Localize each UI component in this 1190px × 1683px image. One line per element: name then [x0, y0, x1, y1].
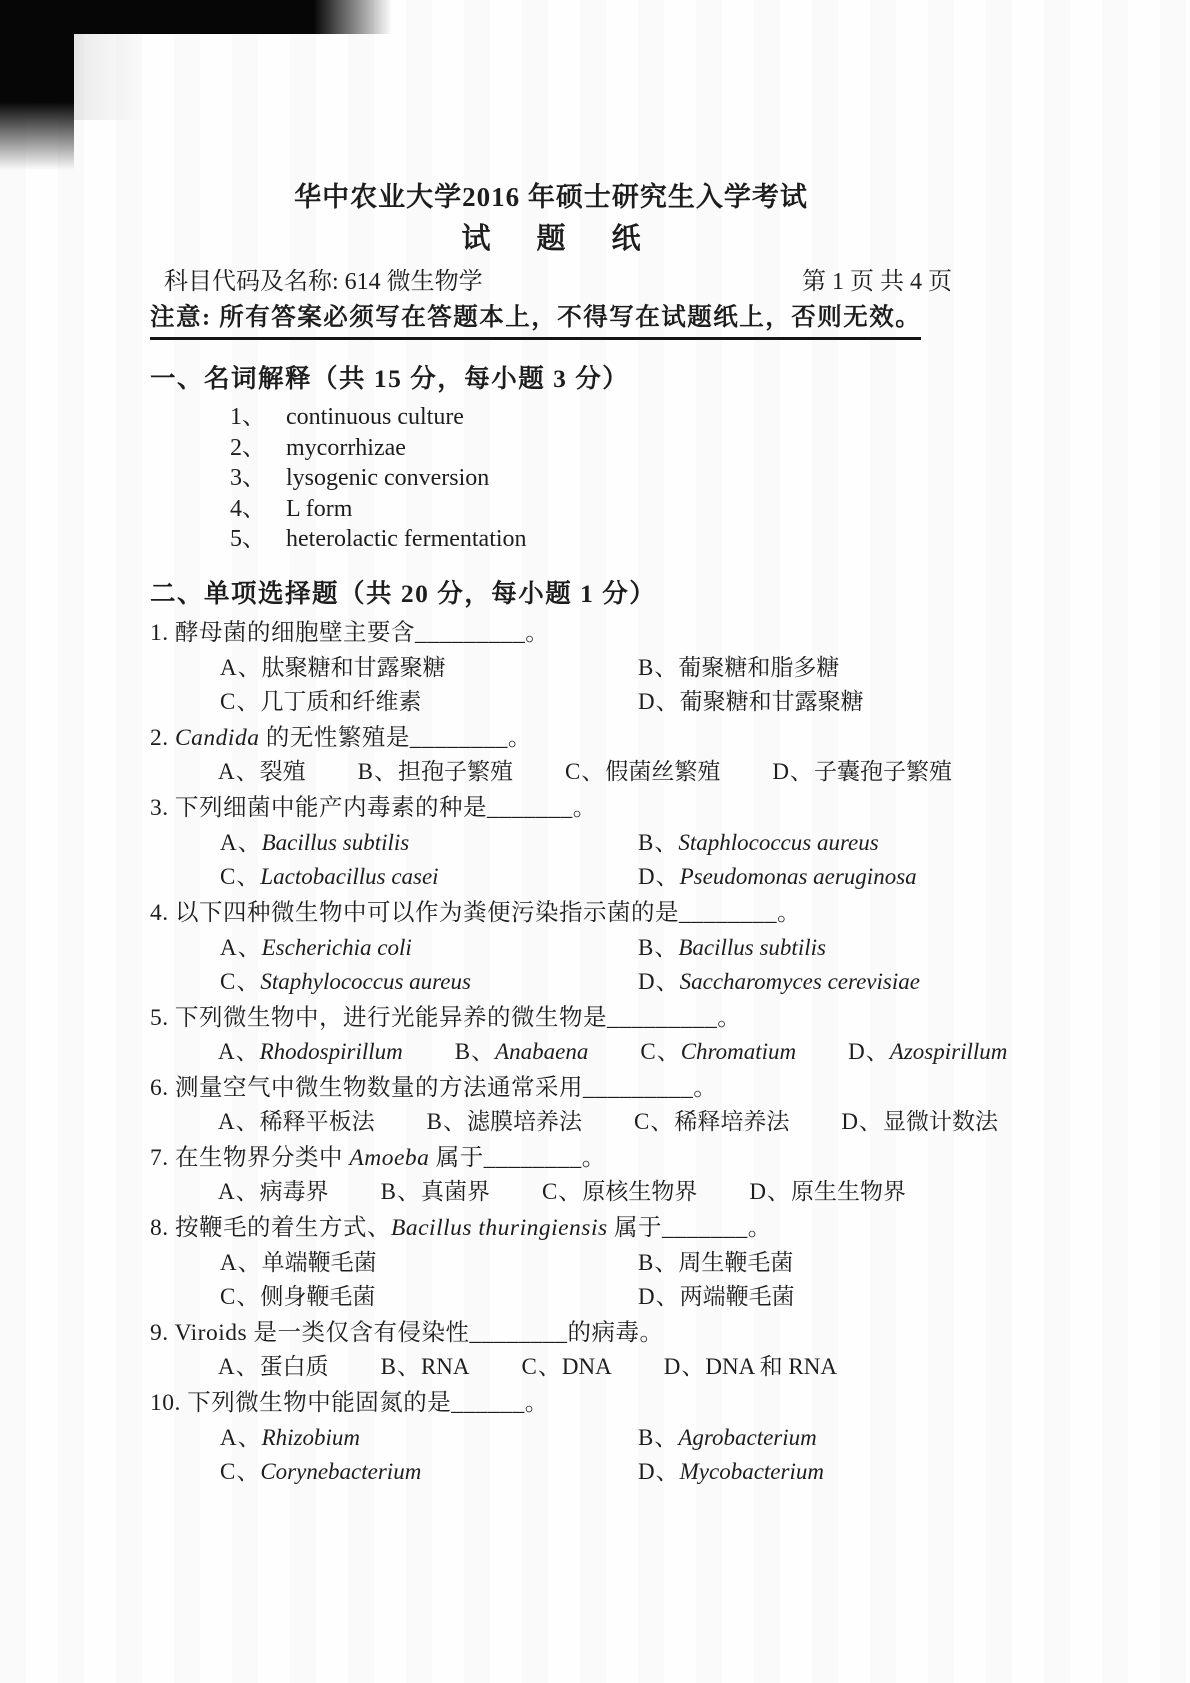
option-label: C、: [220, 1458, 261, 1484]
option-item: [218, 1352, 329, 1381]
question-stem: [150, 618, 952, 648]
option-item: [638, 933, 952, 962]
option-item: [638, 1423, 952, 1452]
stem-text: 9. Viroids 是一类仅含有侵染性________的病毒。: [150, 1319, 664, 1346]
option-label: D、: [663, 1353, 706, 1379]
section1-term-list: [150, 402, 952, 555]
species-name: Bacillus thuringiensis: [391, 1214, 608, 1241]
option-label: D、: [772, 758, 814, 784]
term-item: [230, 494, 952, 525]
option-item: [381, 1177, 490, 1206]
notice-line: 注意: 所有答案必须写在答题本上，不得写在试题纸上，否则无效。: [150, 303, 921, 340]
option-item: [638, 1457, 952, 1486]
question: [150, 793, 952, 891]
stem-text: 5. 下列微生物中，进行光能异养的微生物是_________。: [150, 1004, 742, 1031]
section1-heading: 一、名词解释（共 15 分，每小题 3 分）: [150, 364, 630, 393]
option-label: C、: [220, 1283, 261, 1309]
option-label: C、: [220, 688, 261, 714]
option-text: Anabaena: [495, 1038, 589, 1064]
option-item: [220, 1282, 638, 1311]
question-stem: [150, 1143, 952, 1173]
option-label: B、: [380, 1178, 421, 1204]
option-item: [381, 1352, 470, 1381]
option-item: [522, 1352, 612, 1381]
option-label: D、: [638, 1458, 680, 1484]
option-label: A、: [220, 829, 262, 855]
option-text: 子囊孢子繁殖: [813, 758, 952, 784]
option-group: [150, 1037, 1008, 1066]
question-stem: [150, 1318, 952, 1348]
option-item: [220, 828, 638, 857]
option-text: 蛋白质: [259, 1353, 329, 1379]
term-item: [230, 433, 952, 464]
meta-row: [150, 266, 952, 298]
option-text: 肽聚糖和甘露聚糖: [261, 654, 446, 680]
question: [150, 1388, 952, 1486]
question: [150, 1003, 1008, 1066]
question-stem: [150, 1388, 952, 1418]
option-label: D、: [638, 863, 680, 889]
option-item: [218, 757, 306, 786]
term-text: heterolactic fermentation: [286, 526, 527, 552]
option-item: [772, 757, 952, 786]
option-item: [542, 1177, 697, 1206]
question: [150, 1073, 998, 1136]
option-item: [220, 933, 638, 962]
option-item: [455, 1037, 589, 1066]
option-text: Rhizobium: [261, 1424, 361, 1450]
question: [150, 1318, 952, 1381]
term-number: 4、: [230, 495, 266, 522]
option-label: D、: [638, 688, 680, 714]
section2-question-list: [150, 618, 1008, 1486]
option-label: B、: [357, 758, 398, 784]
stem-text: 10. 下列微生物中能固氮的是______。: [150, 1389, 549, 1416]
term-text: lysogenic conversion: [286, 465, 490, 491]
option-text: 显微计数法: [882, 1108, 998, 1134]
option-text: Pseudomonas aeruginosa: [679, 863, 917, 889]
option-text: 真菌界: [420, 1178, 490, 1204]
option-item: [638, 828, 952, 857]
option-group: [150, 1352, 952, 1381]
stem-text: 3. 下列细菌中能产内毒素的种是_______。: [150, 794, 597, 821]
option-text: 侧身鞭毛菌: [260, 1283, 376, 1309]
option-label: B、: [638, 934, 679, 960]
stem-text: 8. 按鞭毛的着生方式、: [150, 1214, 391, 1241]
option-text: Staphylococcus aureus: [260, 968, 471, 994]
option-label: A、: [218, 1353, 260, 1379]
stem-text: 属于_______。: [607, 1214, 772, 1241]
stem-text: 7. 在生物界分类中: [150, 1144, 350, 1171]
option-group: [150, 653, 952, 716]
option-text: 原生生物界: [790, 1178, 906, 1204]
question-stem: [150, 1213, 952, 1243]
option-text: Mycobacterium: [679, 1458, 824, 1484]
option-label: C、: [220, 968, 261, 994]
option-label: A、: [218, 1178, 260, 1204]
option-text: 原核生物界: [582, 1178, 698, 1204]
option-label: A、: [220, 1249, 262, 1275]
option-text: 裂殖: [259, 758, 306, 784]
option-text: RNA: [420, 1353, 470, 1379]
option-label: B、: [638, 1249, 679, 1275]
option-label: A、: [218, 758, 260, 784]
option-label: A、: [220, 1424, 262, 1450]
paper-title: 试题纸: [461, 223, 687, 255]
term-text: continuous culture: [286, 404, 464, 430]
option-item: [749, 1177, 906, 1206]
option-text: 滤膜培养法: [466, 1108, 582, 1134]
option-text: Staphlococcus aureus: [678, 829, 879, 855]
species-name: Candida: [175, 724, 260, 751]
species-name: Amoeba: [349, 1144, 430, 1171]
option-label: D、: [638, 968, 680, 994]
section2-heading: 二、单项选择题（共 20 分，每小题 1 分）: [150, 578, 657, 608]
option-label: B、: [454, 1038, 496, 1064]
option-label: D、: [749, 1178, 791, 1204]
option-label: A、: [220, 934, 262, 960]
option-label: B、: [426, 1108, 467, 1134]
term-item: [230, 463, 952, 494]
option-group: [150, 933, 952, 996]
option-text: 两端鞭毛菌: [679, 1283, 795, 1309]
option-text: Bacillus subtilis: [261, 829, 410, 855]
option-text: 假菌丝繁殖: [605, 758, 721, 784]
option-text: 稀释平板法: [259, 1108, 375, 1134]
question: [150, 618, 952, 716]
scan-artifact-left: [0, 0, 74, 170]
option-item: [640, 1037, 796, 1066]
option-group: [150, 1423, 952, 1486]
option-item: [638, 687, 952, 716]
option-text: Azospirillum: [889, 1038, 1008, 1064]
option-text: 葡聚糖和甘露聚糖: [679, 688, 864, 714]
option-label: C、: [521, 1353, 562, 1379]
term-item: [230, 402, 952, 433]
option-label: B、: [638, 829, 679, 855]
option-group: [150, 1107, 998, 1136]
option-label: A、: [218, 1108, 260, 1134]
option-text: 单端鞭毛菌: [261, 1249, 377, 1275]
option-group: [150, 828, 952, 891]
option-text: DNA: [561, 1353, 612, 1379]
option-item: [220, 653, 638, 682]
option-text: Rhodospirillum: [259, 1038, 403, 1064]
option-item: [565, 757, 720, 786]
option-item: [638, 862, 952, 891]
option-group: [150, 1248, 952, 1311]
option-item: [427, 1107, 582, 1136]
option-label: D、: [848, 1038, 890, 1064]
option-item: [634, 1107, 789, 1136]
option-label: B、: [638, 654, 679, 680]
option-text: DNA 和 RNA: [705, 1353, 837, 1379]
option-item: [841, 1107, 998, 1136]
question: [150, 723, 952, 786]
term-number: 1、: [230, 404, 266, 430]
question-stem: [150, 793, 952, 823]
option-text: 担孢子繁殖: [397, 758, 513, 784]
option-label: B、: [638, 1424, 679, 1450]
option-item: [638, 1248, 952, 1277]
term-number: 2、: [230, 434, 266, 461]
option-text: Lactobacillus casei: [260, 863, 439, 889]
option-label: C、: [564, 758, 606, 784]
option-label: C、: [640, 1038, 681, 1064]
option-label: C、: [633, 1108, 675, 1134]
option-text: 稀释培养法: [674, 1108, 790, 1134]
option-text: Escherichia coli: [261, 934, 412, 960]
option-item: [220, 1423, 638, 1452]
option-text: Saccharomyces cerevisiae: [679, 968, 920, 994]
option-item: [220, 862, 638, 891]
option-text: Corynebacterium: [260, 1458, 422, 1484]
question: [150, 898, 952, 996]
option-text: Bacillus subtilis: [678, 934, 826, 960]
question-stem: [150, 723, 952, 753]
option-item: [638, 967, 952, 996]
page-number-label: 第 1 页 共 4 页: [802, 269, 952, 295]
question: [150, 1143, 952, 1206]
university-title: 华中农业大学2016 年硕士研究生入学考试: [294, 182, 808, 212]
term-text: mycorrhizae: [286, 434, 406, 461]
option-label: A、: [220, 654, 262, 680]
option-item: [218, 1037, 403, 1066]
option-text: 病毒界: [259, 1178, 329, 1204]
option-label: D、: [638, 1283, 680, 1309]
question-stem: [150, 1003, 952, 1033]
option-text: Chromatium: [680, 1038, 797, 1064]
option-label: D、: [841, 1108, 883, 1134]
option-label: B、: [380, 1353, 421, 1379]
question-stem: [150, 898, 952, 928]
option-label: C、: [541, 1178, 583, 1204]
option-text: 葡聚糖和脂多糖: [678, 654, 840, 680]
option-item: [664, 1352, 837, 1381]
option-label: C、: [220, 863, 261, 889]
option-item: [218, 1107, 375, 1136]
term-item: [230, 524, 952, 555]
option-item: [220, 1248, 638, 1277]
option-group: [150, 1177, 952, 1206]
stem-text: 的无性繁殖是________。: [259, 724, 532, 751]
option-text: Agrobacterium: [678, 1424, 817, 1450]
stem-text: 6. 测量空气中微生物数量的方法通常采用_________。: [150, 1074, 718, 1101]
option-text: 几丁质和纤维素: [260, 688, 422, 714]
option-item: [358, 757, 513, 786]
option-item: [220, 967, 638, 996]
term-text: L form: [286, 495, 353, 522]
option-text: 周生鞭毛菌: [678, 1249, 794, 1275]
option-item: [218, 1177, 329, 1206]
scan-artifact-shadow: [74, 0, 144, 120]
stem-text: 2.: [150, 724, 175, 751]
option-item: [220, 687, 638, 716]
option-item: [638, 1282, 952, 1311]
option-label: A、: [218, 1038, 260, 1064]
stem-text: 1. 酵母菌的细胞壁主要含_________。: [150, 619, 550, 646]
stem-text: 属于________。: [429, 1144, 606, 1171]
page-content: [150, 180, 1008, 1486]
question: [150, 1213, 952, 1311]
option-group: [150, 757, 952, 786]
option-item: [220, 1457, 638, 1486]
subject-code-label: 科目代码及名称: 614 微生物学: [164, 269, 483, 295]
term-number: 3、: [230, 465, 266, 491]
stem-text: 4. 以下四种微生物中可以作为粪便污染指示菌的是________。: [150, 899, 801, 926]
option-item: [848, 1037, 1007, 1066]
option-item: [638, 653, 952, 682]
term-number: 5、: [230, 526, 266, 552]
question-stem: [150, 1073, 952, 1103]
